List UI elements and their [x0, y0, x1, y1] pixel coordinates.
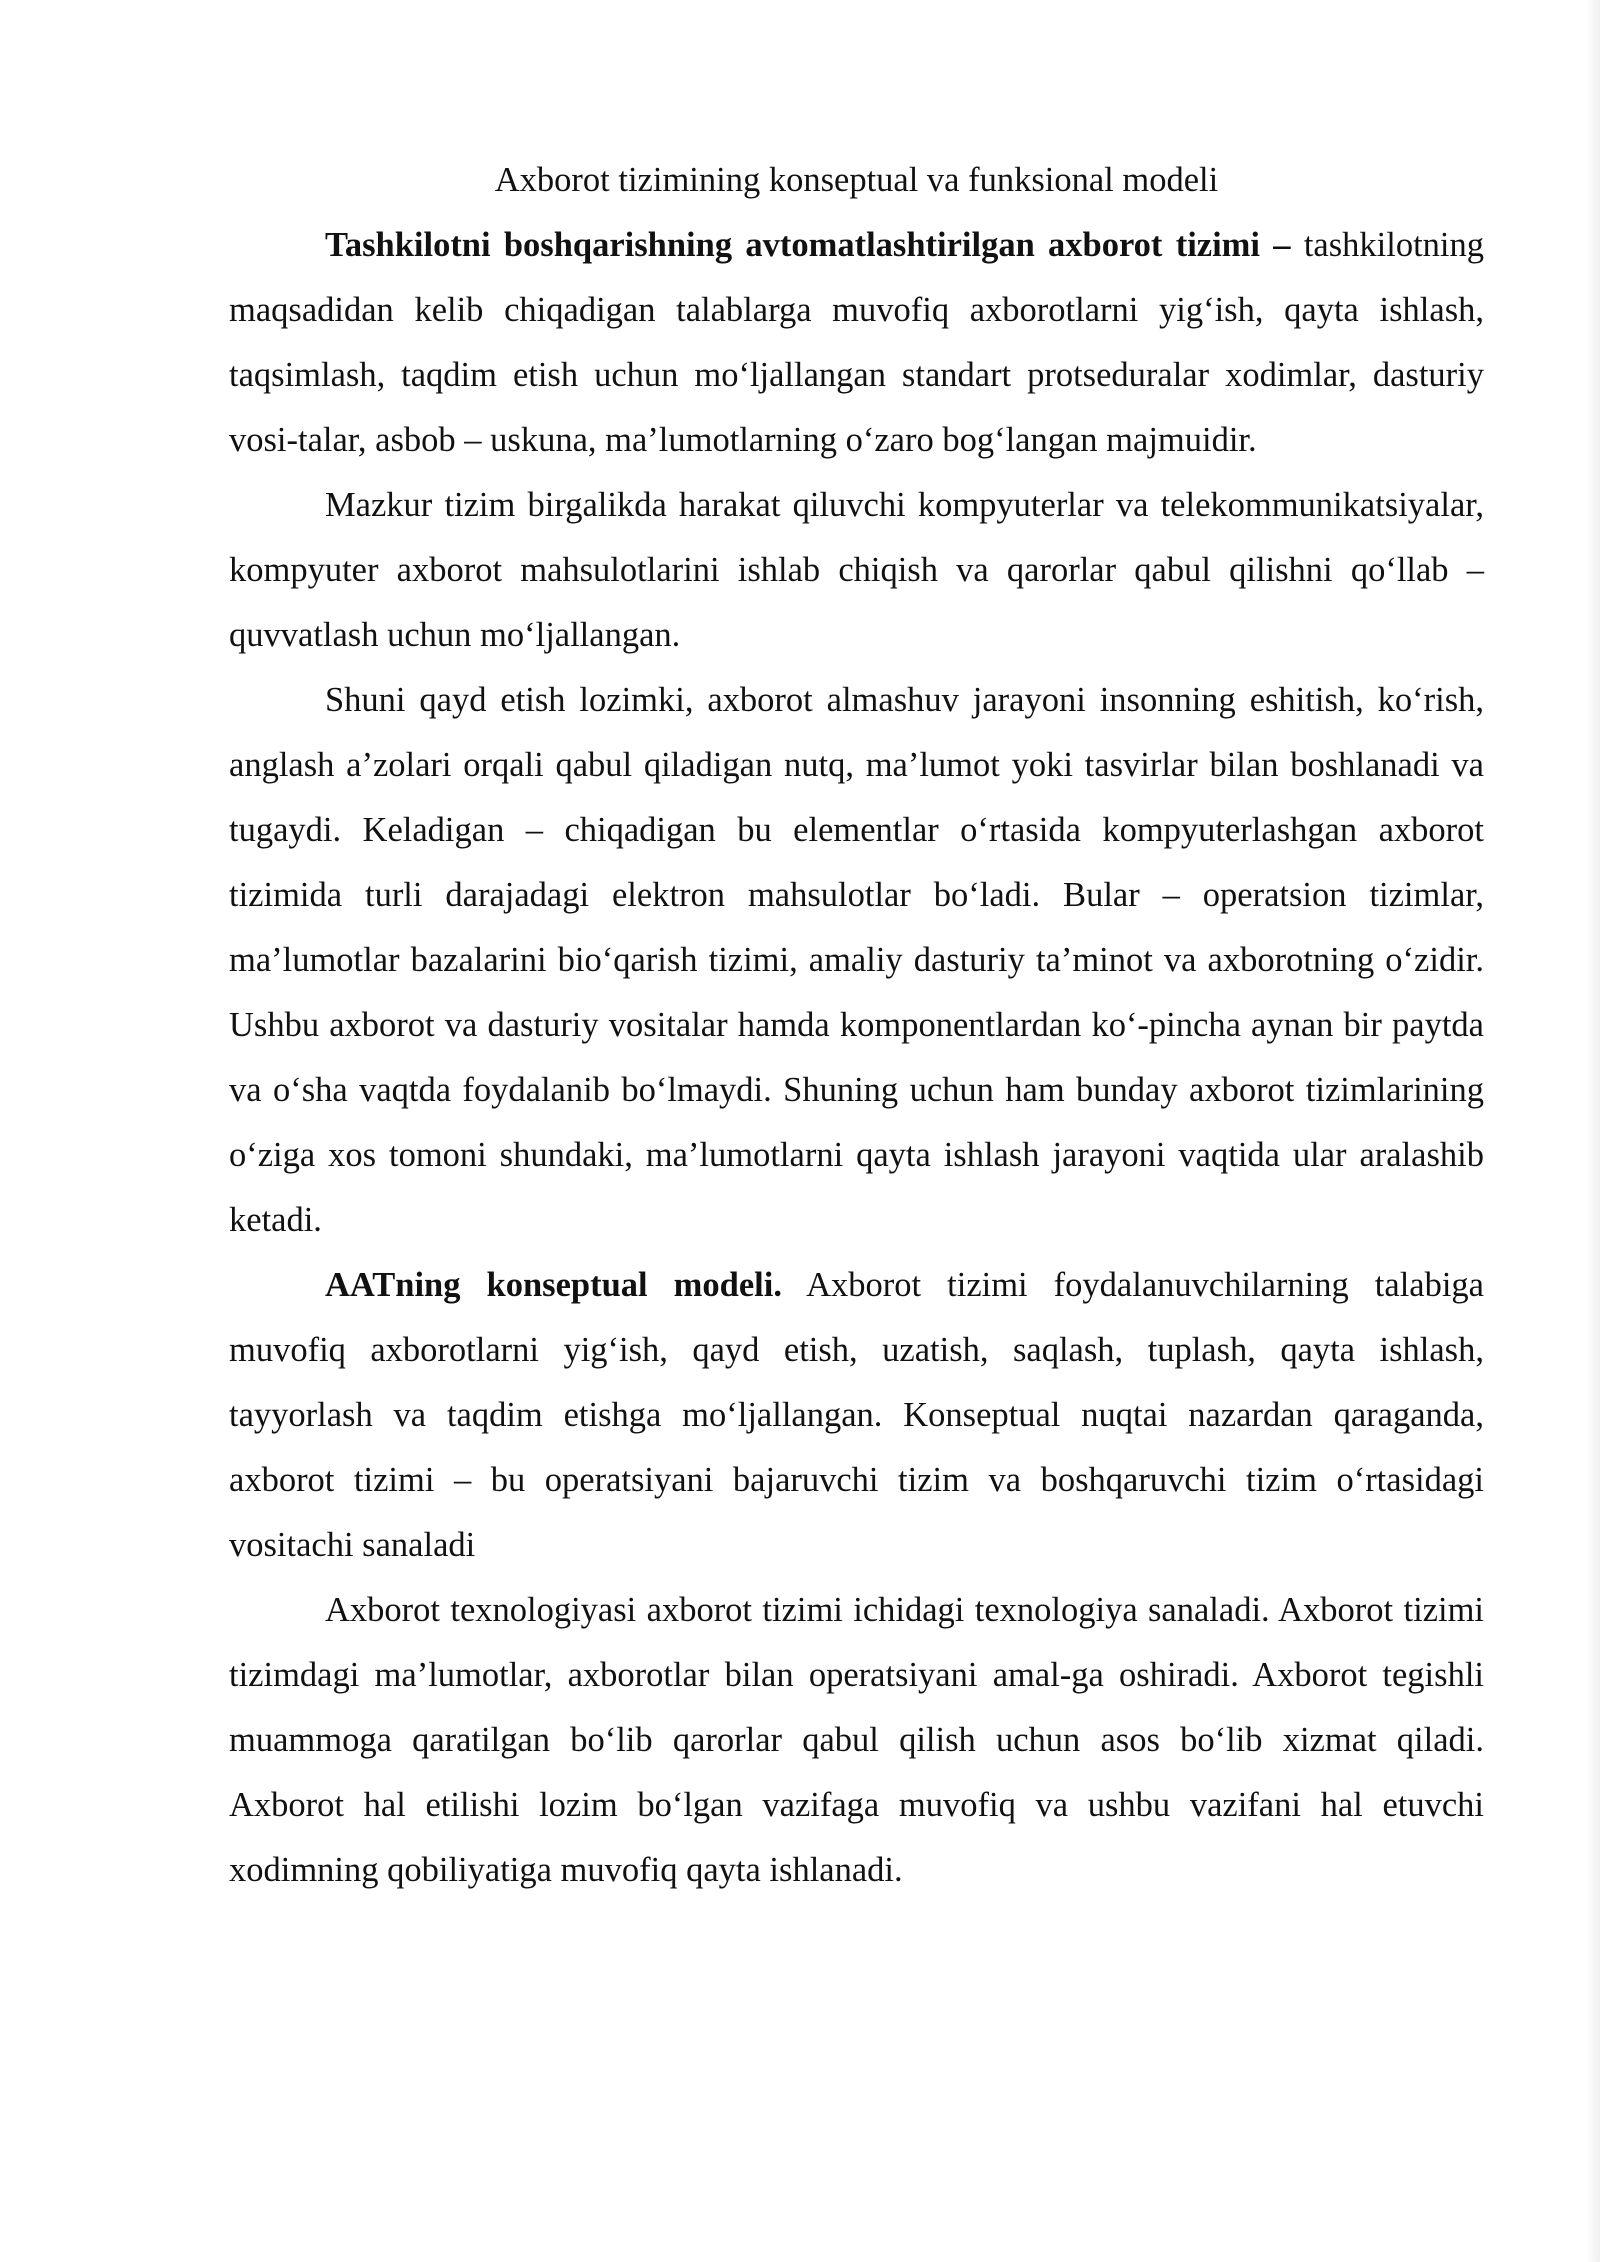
paragraph-text: Mazkur tizim birgalikda harakat qiluvchi kompyuterlar va telekommunikatsiyalar, kompyuter axborot mahsulotlarini ishlab chiqish va qarorlar qabul qilishni qo‘llab – quvvatlash uchun mo‘ljallangan. [229, 486, 1484, 654]
paragraph-text: Shuni qayd etish lozimki, axborot almashuv jarayoni insonning eshitish, ko‘rish, anglash a’zolari orqali qabul qiladigan nutq, ma’lumot yoki tasvirlar bilan boshlanadi va tugaydi. Keladigan – chiqadigan bu elementlar o‘rtasida kompyuterlashgan axborot tizimida turli darajadagi elektron mahsulotlar bo‘ladi. Bular – operatsion tizimlar, ma’lumotlar bazalarini bio‘qarish tizimi, amaliy dasturiy ta’minot va axborotning o‘zidir. Ushbu axborot va dasturiy vositalar hamda komponentlardan ko‘-pincha aynan bir paytda va o‘sha vaqtda foydalanib bo‘lmaydi. Shuning uchun ham bunday axborot tizimlarining o‘ziga xos tomoni shundaki, ma’lumotlarni qayta ishlash jarayoni vaqtida ular aralashib ketadi. [229, 681, 1484, 1239]
paragraph-exchange-process [229, 668, 1484, 1253]
paragraph-conceptual-model [229, 1253, 1484, 1578]
paragraph-lead-bold: AATning konseptual modeli. [325, 1266, 782, 1304]
paragraph-text: Axborot texnologiyasi axborot tizimi ichidagi texnologiya sanaladi. Axborot tizimi tizimdagi ma’lumotlar, axborotlar bilan operatsiyani amal-ga oshiradi. Axborot tegishli muammoga qaratilgan bo‘lib qarorlar qabul qilish uchun asos bo‘lib xizmat qiladi. Axborot hal etilishi lozim bo‘lgan vazifaga muvofiq va ushbu vazifani hal etuvchi xodimning qobiliyatiga muvofiq qayta ishlanadi. [229, 1591, 1484, 1889]
paragraph-system-purpose [229, 473, 1484, 668]
paragraph-definition [229, 213, 1484, 473]
document-title: Axborot tizimining konseptual va funksional modeli [494, 161, 1219, 199]
paragraph-information-technology [229, 1578, 1484, 1903]
paragraph-lead-bold: Tashkilotni boshqarishning avtomatlashtirilgan axborot tizimi – [325, 226, 1291, 264]
page-edge-shadow [1586, 0, 1600, 2262]
paragraph-text: Axborot tizimi foydalanuvchilarning talabiga muvofiq axborotlarni yig‘ish, qayd etish, uzatish, saqlash, tuplash, qayta ishlash, tayyorlash va taqdim etishga mo‘ljallangan. Konseptual nuqtai nazardan qaraganda, axborot tizimi – bu operatsiyani bajaruvchi tizim va boshqaruvchi tizim o‘rtasidagi vositachi sanaladi [229, 1266, 1484, 1564]
document-body [229, 148, 1484, 1903]
paragraph-text: tashkilotning maqsadidan kelib chiqadigan talablarga muvofiq axborotlarni yig‘ish, qayta ishlash, taqsimlash, taqdim etish uchun mo‘ljallangan standart protseduralar xodimlar, dasturiy vosi-talar, asbob – uskuna, ma’lumotlarning o‘zaro bog‘langan majmuidir. [229, 226, 1484, 459]
